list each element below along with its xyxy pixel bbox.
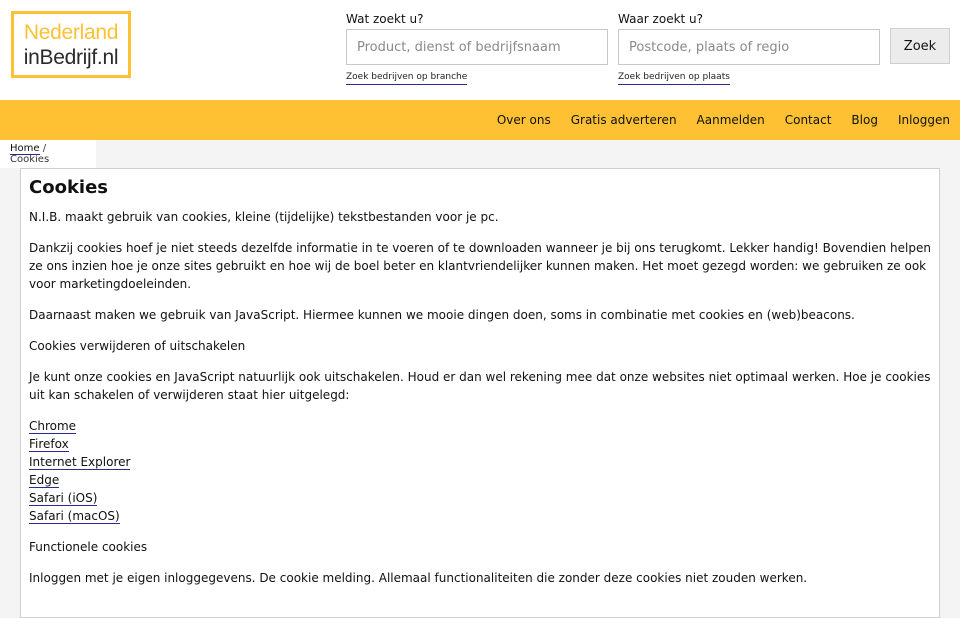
content-panel bbox=[20, 168, 940, 618]
where-search-group bbox=[618, 11, 880, 85]
browser-list bbox=[29, 417, 931, 525]
browser-link-internet-explorer[interactable]: Internet Explorer bbox=[29, 455, 131, 469]
nav-contact[interactable]: Contact bbox=[784, 113, 832, 127]
browser-link-safari-ios[interactable]: Safari (iOS) bbox=[29, 491, 98, 505]
logo-text-top: Nederland bbox=[23, 20, 119, 44]
site-logo[interactable] bbox=[11, 11, 131, 78]
browser-link-edge[interactable]: Edge bbox=[29, 473, 60, 487]
logo-text-bottom: inBedrijf.nl bbox=[23, 45, 119, 69]
list-item bbox=[29, 435, 931, 453]
page-title: Cookies bbox=[29, 177, 109, 198]
nav-inloggen[interactable]: Inloggen bbox=[897, 113, 950, 127]
search-by-branch-link[interactable]: Zoek bedrijven op branche bbox=[346, 71, 467, 85]
remove-cookies-paragraph: Je kunt onze cookies en JavaScript natuurlijk ook uitschakelen. Houd er dan wel rekening mee dat onze websites niet optimaal werken. Hoe je cookies uit kan schakelen of verwijderen staat hier uitgelegd: bbox=[29, 370, 931, 402]
intro-paragraph: N.I.B. maakt gebruik van cookies, kleine (tijdelijke) tekstbestanden voor je pc. bbox=[29, 210, 499, 224]
list-item bbox=[29, 489, 931, 507]
functional-cookies-heading: Functionele cookies bbox=[29, 540, 148, 554]
browser-link-chrome[interactable]: Chrome bbox=[29, 419, 77, 433]
what-search-input[interactable] bbox=[346, 29, 608, 65]
cookies-benefit-paragraph: Dankzij cookies hoef je niet steeds dezelfde informatie in te voeren of te downloaden wanneer je bij ons terugkomt. Lekker handig! Bovendien helpen ze ons inzien hoe je onze sites gebruikt en hoe wij de boel beter en klantvriendelijker kunnen maken. Het moet gezegd worden: we gebruiken ze ook voor marketingdoeleinden. bbox=[29, 241, 931, 291]
what-label: Wat zoekt u? bbox=[346, 12, 424, 26]
browser-link-firefox[interactable]: Firefox bbox=[29, 437, 69, 451]
remove-cookies-heading: Cookies verwijderen of uitschakelen bbox=[29, 339, 246, 353]
nav-aanmelden[interactable]: Aanmelden bbox=[696, 113, 765, 127]
search-button[interactable]: Zoek bbox=[890, 28, 950, 64]
what-search-group bbox=[346, 11, 608, 85]
list-item bbox=[29, 471, 931, 489]
functional-cookies-paragraph: Inloggen met je eigen inloggegevens. De cookie melding. Allemaal functionaliteiten die zonder deze cookies niet zouden werken. bbox=[29, 571, 808, 585]
breadcrumb-separator: / bbox=[39, 143, 47, 154]
main-nav bbox=[0, 100, 960, 140]
site-header bbox=[0, 0, 960, 100]
nav-gratis-adverteren[interactable]: Gratis adverteren bbox=[570, 113, 677, 127]
nav-blog[interactable]: Blog bbox=[851, 113, 878, 127]
where-search-input[interactable] bbox=[618, 29, 880, 65]
where-label: Waar zoekt u? bbox=[618, 12, 704, 26]
browser-link-safari-macos[interactable]: Safari (macOS) bbox=[29, 509, 120, 523]
list-item bbox=[29, 453, 931, 471]
list-item bbox=[29, 417, 931, 435]
search-by-place-link[interactable]: Zoek bedrijven op plaats bbox=[618, 71, 730, 85]
breadcrumb-bar bbox=[0, 140, 960, 168]
javascript-paragraph: Daarnaast maken we gebruik van JavaScript. Hiermee kunnen we mooie dingen doen, soms in combinatie met cookies en (web)beacons. bbox=[29, 308, 855, 322]
breadcrumb-current: Cookies bbox=[10, 154, 50, 165]
breadcrumb-home[interactable]: Home bbox=[10, 143, 40, 154]
breadcrumb bbox=[0, 140, 96, 168]
nav-over-ons[interactable]: Over ons bbox=[496, 113, 551, 127]
list-item bbox=[29, 507, 931, 525]
logo-box bbox=[14, 14, 128, 75]
